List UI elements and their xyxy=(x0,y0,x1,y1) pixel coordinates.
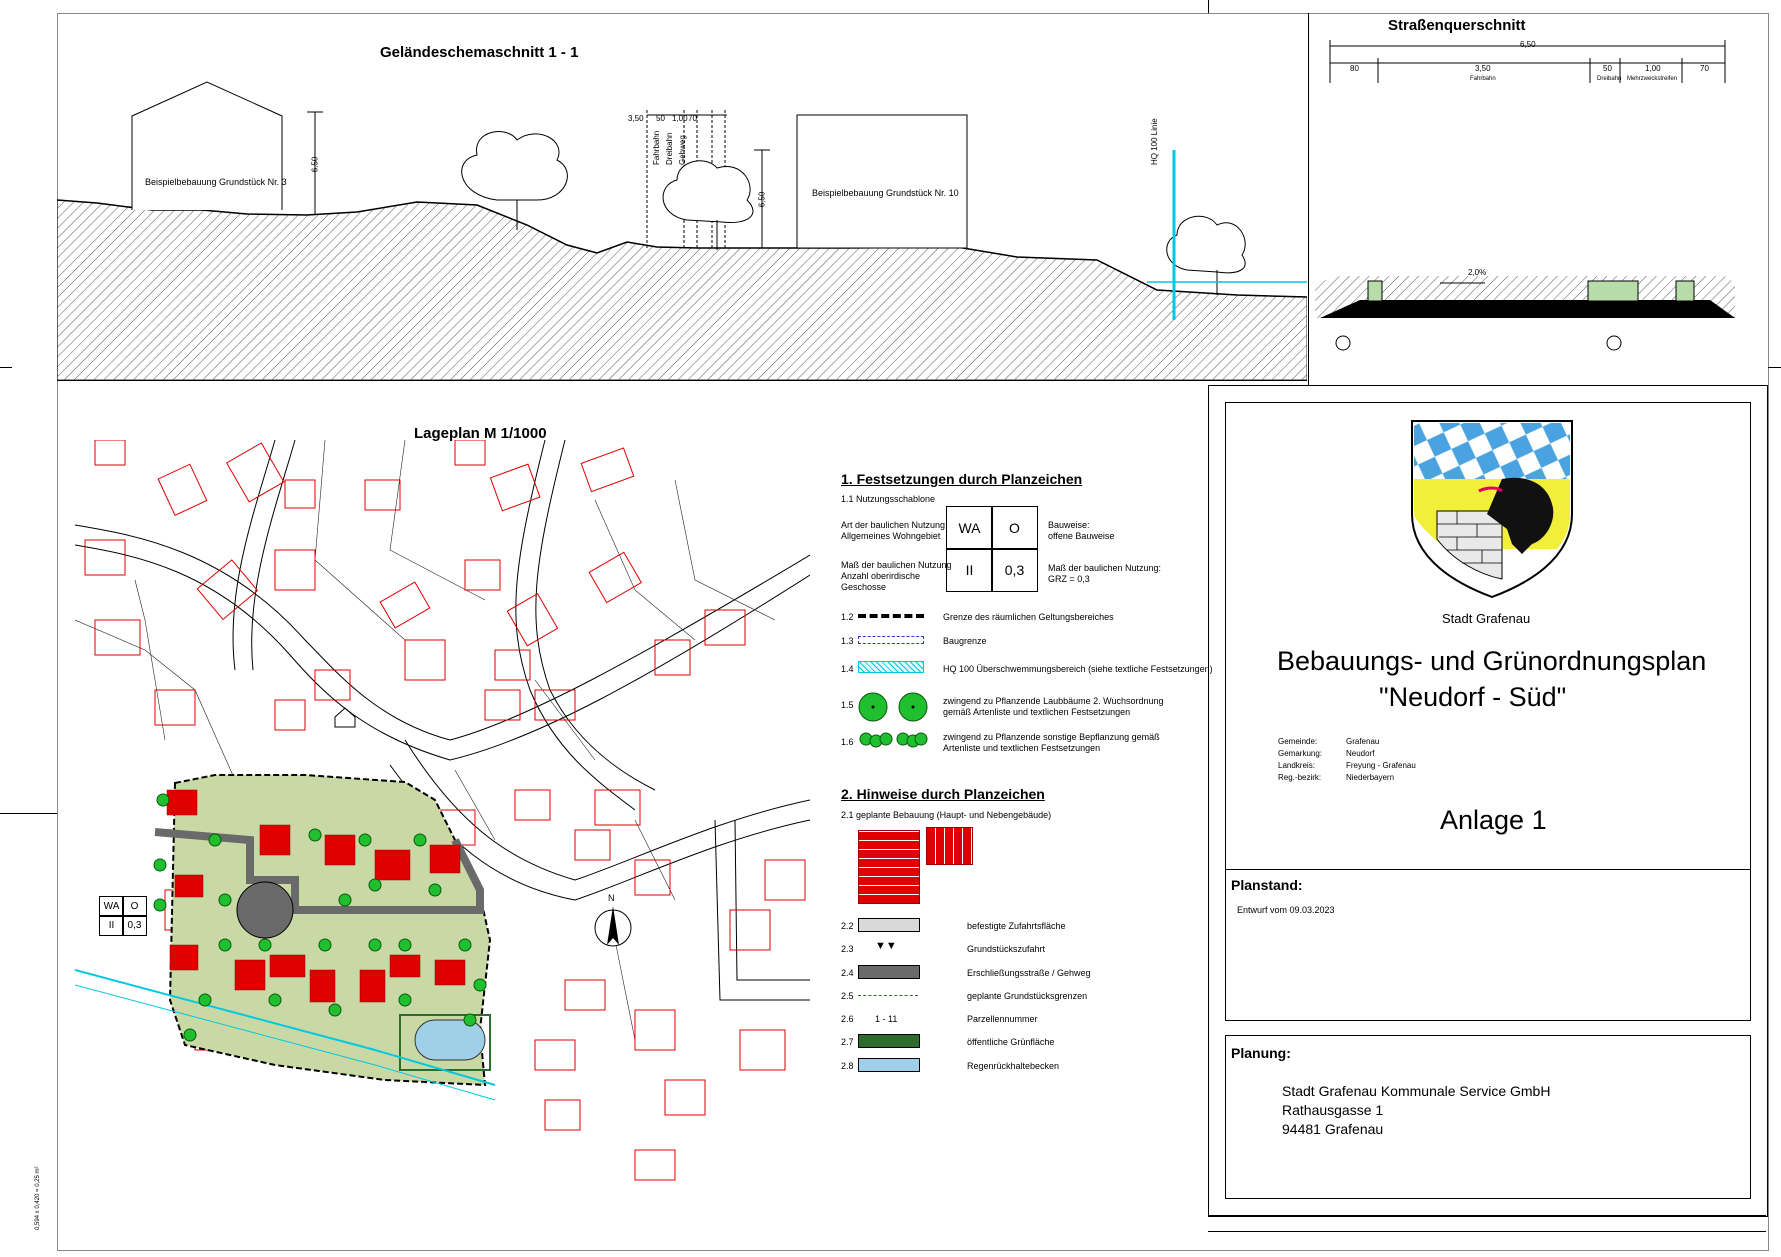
building-a-outline xyxy=(132,82,282,210)
legend-sym-2-1-side xyxy=(926,827,973,865)
plan-schablone-wa: WA xyxy=(99,896,124,917)
cross-seg-5: 70 xyxy=(1700,64,1709,73)
legend-text-1-4: HQ 100 Überschwemmungsbereich (siehe textliche Festsetzungen) xyxy=(943,664,1213,674)
title-bottom-line-1 xyxy=(1208,1215,1766,1216)
legend-num-2-3: 2.3 xyxy=(841,944,854,954)
legend-num-2-8: 2.8 xyxy=(841,1061,854,1071)
divider-top xyxy=(57,380,1307,381)
cross-seg-label-3: Mehrzweckstreifen xyxy=(1627,76,1678,82)
legend-text-2-3: Grundstückszufahrt xyxy=(967,944,1046,954)
planstand-box xyxy=(1225,868,1751,1021)
legend-1-1: 1.1 Nutzungsschablone xyxy=(841,494,936,504)
legend-grid-wa: WA xyxy=(946,506,993,550)
legend-sym-2-7 xyxy=(858,1034,920,1048)
legend-num-1-5: 1.5 xyxy=(841,700,854,710)
crop-mark-right xyxy=(1768,367,1781,368)
legend-sym-2-4 xyxy=(858,965,920,979)
legend-sym-2-8 xyxy=(858,1058,920,1072)
legend-sym-2-5 xyxy=(858,995,918,996)
legend-text-1-6: zwingend zu Pflanzende sonstige Bepflanzung gemäß Artenliste und textlichen Festsetzungen xyxy=(943,732,1160,753)
legend-text-2-2: befestigte Zufahrtsfläche xyxy=(967,921,1066,931)
meta-val-3: Freyung - Grafenau xyxy=(1346,761,1416,770)
height-dim-a: 6,50 xyxy=(310,156,320,173)
legend-sym-2-3: ▼▼ xyxy=(875,940,897,952)
legend-right-b: Maß der baulichen Nutzung: GRZ = 0,3 xyxy=(1048,563,1162,584)
building-a-label: Beispielbebauung Grundstück Nr. 3 xyxy=(145,177,287,187)
legend-text-2-7: öffentliche Grünfläche xyxy=(967,1037,1055,1047)
planstand-label: Planstand: xyxy=(1231,877,1303,893)
legend-sym-1-2 xyxy=(858,614,924,618)
legend-sym-2-2 xyxy=(858,918,920,932)
legend-sym-2-1-main xyxy=(858,830,920,904)
city-name: Stadt Grafenau xyxy=(1442,611,1531,626)
cross-total: 6,50 xyxy=(1520,40,1536,49)
section-dim-3: 1,00 xyxy=(672,114,688,123)
section-dim-2: 50 xyxy=(656,114,665,123)
legend-num-1-4: 1.4 xyxy=(841,664,854,674)
section-vlabel-1: Fahrbahn xyxy=(652,130,661,165)
cross-seg-3: 50 xyxy=(1603,64,1612,73)
legend-text-2-5: geplante Grundstücksgrenzen xyxy=(967,991,1088,1001)
meta-val-2: Neudorf xyxy=(1346,749,1375,758)
legend-text-2-8: Regenrückhaltebecken xyxy=(967,1061,1060,1071)
legend-2-1: 2.1 geplante Bebauung (Haupt- und Nebengebäude) xyxy=(841,810,1052,820)
legend-num-2-2: 2.2 xyxy=(841,921,854,931)
legend-text-1-2: Grenze des räumlichen Geltungsbereiches xyxy=(943,612,1114,622)
plan-title-2: "Neudorf - Süd" xyxy=(1379,682,1567,712)
legend-grid-grz: 0,3 xyxy=(991,548,1038,592)
retention-basin xyxy=(415,1020,485,1060)
cross-slope: 2,0% xyxy=(1468,268,1487,277)
road-cross-section xyxy=(1310,38,1735,368)
legend-text-1-5: zwingend zu Pflanzende Laubbäume 2. Wuchsordnung gemäß Artenliste und textlichen Festsetzungen xyxy=(943,696,1164,717)
legend-heading-2: 2. Hinweise durch Planzeichen xyxy=(841,786,1045,802)
section-dim-1: 3,50 xyxy=(628,114,644,123)
meta-key-4: Reg.-bezirk: xyxy=(1278,773,1322,782)
section-vlabel-2: Dreibahn xyxy=(665,132,674,165)
legend-num-2-7: 2.7 xyxy=(841,1037,854,1047)
building-b-outline xyxy=(797,115,967,248)
divider-vert xyxy=(1308,13,1309,385)
building-b-label: Beispielbebauung Grundstück Nr. 10 xyxy=(812,188,959,198)
legend-text-2-4: Erschließungsstraße / Gehweg xyxy=(967,968,1091,978)
cross-seg-2: 3,50 xyxy=(1475,64,1491,73)
crop-mark-left-2 xyxy=(0,813,57,814)
meta-key-3: Landkreis: xyxy=(1278,761,1315,770)
meta-key-1: Gemeinde: xyxy=(1278,737,1318,746)
cross-section-title: Straßenquerschnitt xyxy=(1388,17,1526,34)
planung-line-3: 94481 Grafenau xyxy=(1282,1121,1384,1137)
legend-num-1-2: 1.2 xyxy=(841,612,854,622)
legend-sym-1-4 xyxy=(858,661,924,673)
hq100-label: HQ 100 Linie xyxy=(1150,118,1159,165)
cross-seg-label-1: Fahrbahn xyxy=(1470,76,1496,82)
legend-sym-1-5 xyxy=(858,690,928,724)
legend-left-a: Art der baulichen Nutzung: Allgemeines Wohngebiet xyxy=(841,520,948,541)
legend-num-2-6: 2.6 xyxy=(841,1014,854,1024)
plan-schablone-o: O xyxy=(122,896,147,917)
meta-key-2: Gemarkung: xyxy=(1278,749,1323,758)
height-dim-b: 6,50 xyxy=(757,191,767,208)
legend-text-1-3: Baugrenze xyxy=(943,636,987,646)
crop-mark-top xyxy=(1208,0,1209,13)
north-label: N xyxy=(608,893,615,903)
title-bottom-line-2 xyxy=(1208,1231,1766,1232)
site-plan-title: Lageplan M 1/1000 xyxy=(414,425,547,442)
legend-sym-1-3 xyxy=(858,636,924,644)
legend-num-1-6: 1.6 xyxy=(841,737,854,747)
anlage-label: Anlage 1 xyxy=(1440,805,1547,835)
meta-val-1: Grafenau xyxy=(1346,737,1380,746)
section-dim-4: 70 xyxy=(688,114,697,123)
legend-sym-2-6: 1 - 11 xyxy=(875,1014,898,1024)
section-title: Geländeschemaschnitt 1 - 1 xyxy=(380,44,579,61)
cross-seg-1: 80 xyxy=(1350,64,1359,73)
legend-num-2-4: 2.4 xyxy=(841,968,854,978)
plan-schablone-grz: 0,3 xyxy=(122,915,147,936)
legend-grid-ii: II xyxy=(946,548,993,592)
cross-seg-4: 1,00 xyxy=(1645,64,1661,73)
legend-sym-1-6 xyxy=(858,730,928,748)
side-note: 0,594 x 0,420 = 0,25 m² xyxy=(35,1166,41,1230)
legend-right-a: Bauweise: offene Bauweise xyxy=(1048,520,1115,541)
legend-heading-1: 1. Festsetzungen durch Planzeichen xyxy=(841,471,1083,487)
legend-text-2-6: Parzellennummer xyxy=(967,1014,1038,1024)
road-body xyxy=(1320,300,1735,318)
legend-left-b: Maß der baulichen Nutzung Anzahl oberirdische Geschosse xyxy=(841,560,952,592)
plan-schablone-ii: II xyxy=(99,915,124,936)
legend-grid-o: O xyxy=(991,506,1038,550)
legend-num-1-3: 1.3 xyxy=(841,636,854,646)
crop-mark-left xyxy=(0,367,12,368)
cross-seg-label-2: Dreibahn xyxy=(1597,76,1622,82)
site-plan-map xyxy=(75,440,810,1225)
coat-of-arms-icon xyxy=(1407,419,1577,599)
plan-title-1: Bebauungs- und Grünordnungsplan xyxy=(1277,646,1707,676)
meta-val-4: Niederbayern xyxy=(1346,773,1395,782)
planung-line-2: Rathausgasse 1 xyxy=(1282,1102,1384,1118)
planstand-value: Entwurf vom 09.03.2023 xyxy=(1237,905,1335,915)
terrain-section xyxy=(57,60,1307,380)
planung-line-1: Stadt Grafenau Kommunale Service GmbH xyxy=(1282,1083,1551,1099)
section-vlabel-3: Gehweg xyxy=(678,135,687,165)
planung-label: Planung: xyxy=(1231,1045,1291,1061)
legend-num-2-5: 2.5 xyxy=(841,991,854,1001)
